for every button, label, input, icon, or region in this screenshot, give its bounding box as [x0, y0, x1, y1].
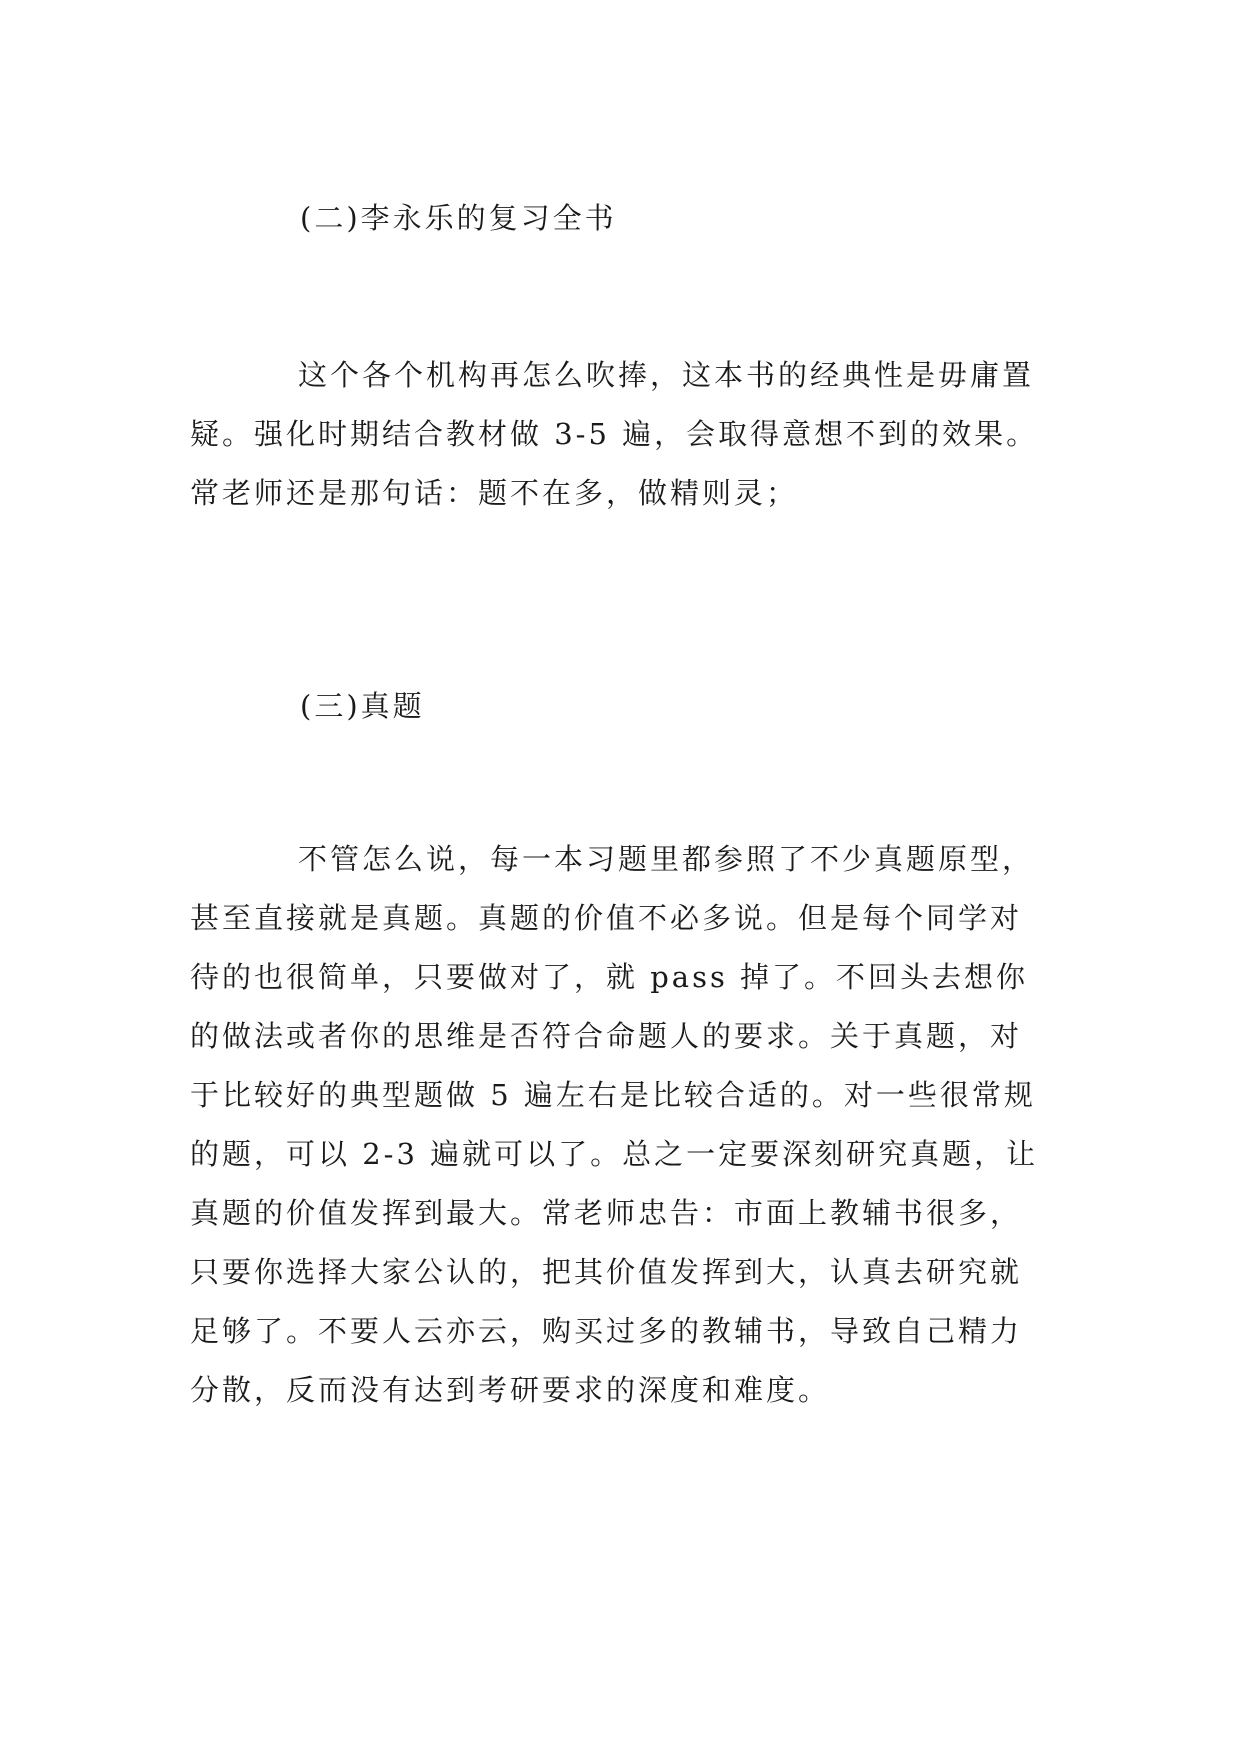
paragraph-line: 真题的价值发挥到最大。常老师忠告：市面上教辅书很多，	[190, 1196, 1023, 1230]
section-heading-3: (三)真题	[300, 689, 425, 723]
paragraph-line: 疑。强化时期结合教材做 3-5 遍，会取得意想不到的效果。	[190, 417, 1039, 451]
paragraph-line: 常老师还是那句话：题不在多，做精则灵；	[190, 476, 799, 510]
paragraph-line: 的做法或者你的思维是否符合命题人的要求。关于真题，对	[190, 1019, 1023, 1053]
paragraph-line: 分散，反而没有达到考研要求的深度和难度。	[190, 1373, 831, 1407]
section-heading-2: (二)李永乐的复习全书	[300, 201, 617, 235]
paragraph-line: 待的也很简单，只要做对了，就 pass 掉了。不回头去想你	[190, 960, 1029, 994]
paragraph-3	[190, 830, 1058, 1420]
paragraph-line: 这个各个机构再怎么吹捧，这本书的经典性是毋庸置	[298, 358, 1035, 392]
paragraph-line: 甚至直接就是真题。真题的价值不必多说。但是每个同学对	[190, 901, 1023, 935]
paragraph-line: 于比较好的典型题做 5 遍左右是比较合适的。对一些很常规	[190, 1078, 1036, 1112]
paragraph-2	[190, 346, 1058, 523]
paragraph-line: 只要你选择大家公认的，把其价值发挥到大，认真去研究就	[190, 1255, 1023, 1289]
paragraph-line: 足够了。不要人云亦云，购买过多的教辅书，导致自己精力	[190, 1314, 1023, 1348]
paragraph-line: 不管怎么说，每一本习题里都参照了不少真题原型，	[298, 842, 1035, 876]
paragraph-line: 的题，可以 2-3 遍就可以了。总之一定要深刻研究真题，让	[190, 1137, 1039, 1171]
